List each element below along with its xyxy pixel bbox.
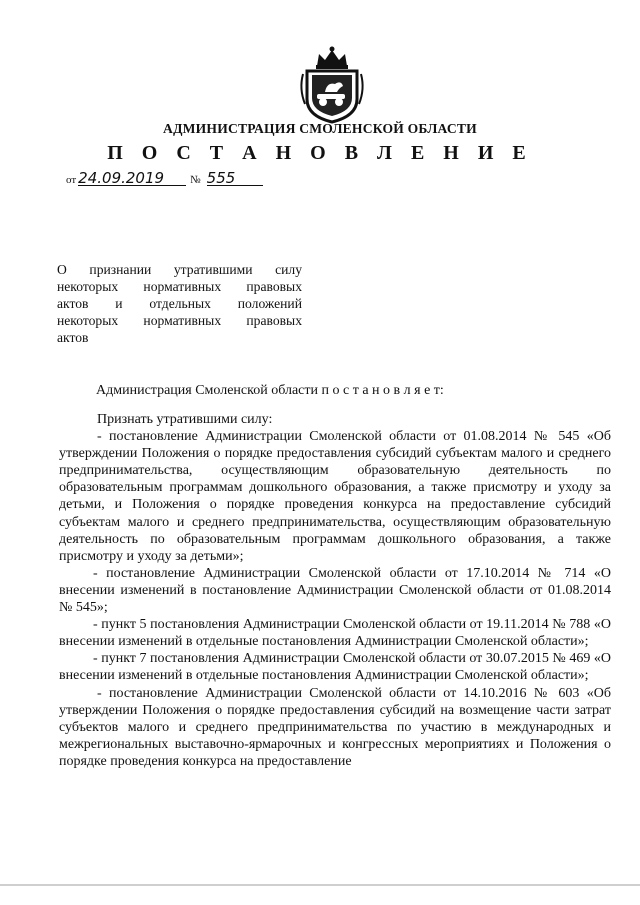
- subject-line: некоторых нормативных правовых: [57, 279, 302, 294]
- date-number-line: [66, 171, 263, 186]
- smolensk-coat-of-arms-emblem: [297, 44, 367, 124]
- repealed-act-item: - пункт 7 постановления Администрации Смоленской области от 30.07.2015 № 469 «О внесении изменений в отдельные постановления Администрации Смоленской области»;: [59, 651, 611, 684]
- organization-name: АДМИНИСТРАЦИЯ СМОЛЕНСКОЙ ОБЛАСТИ: [163, 121, 477, 136]
- number-prefix: №: [190, 174, 201, 186]
- resolution-intro: Администрация Смоленской области п о с т а н о в л я е т:: [96, 383, 444, 398]
- subject-line: О признании утратившими силу: [57, 262, 302, 277]
- subject-line: некоторых нормативных правовых: [57, 313, 302, 328]
- repealed-act-item: - постановление Администрации Смоленской области от 01.08.2014 № 545 «Об утверждении Положения о порядке предоставления субсидий субъектам малого и среднего предпринимательства, осуществляющим образовательную деятельность по образовательным программам дошкольного образования, а также присмотру и уходу за детьми, и Положения о порядке проведения конкурса на предоставление субсидий субъектам малого и среднего предпринимательства, осуществляющим образовательную деятельность по образовательным программам дошкольного образования, а также присмотру и уходу за детьми»;: [59, 429, 611, 564]
- document-subject: [57, 261, 302, 346]
- subject-line: актов: [57, 330, 89, 345]
- decree-title: Признать утратившими силу:: [97, 412, 273, 427]
- repealed-act-item: - пункт 5 постановления Администрации Смоленской области от 19.11.2014 № 788 «О внесении изменений в отдельные постановления Администрации Смоленской области»;: [59, 617, 611, 650]
- document-type-title: П О С Т А Н О В Л Е Н И Е: [107, 142, 533, 164]
- date-prefix: от: [66, 174, 77, 186]
- subject-line: актов и отдельных положений: [57, 296, 302, 311]
- repealed-act-item: - постановление Администрации Смоленской области от 14.10.2016 № 603 «Об утверждении Положения о порядке предоставления субсидий на возмещение части затрат субъектов малого и среднего предпринимательства по участию в международных и межрегиональных выставочно-ярмарочных и конгрессных мероприятиях и Положения о порядке проведения конкурса на предоставление: [59, 685, 611, 769]
- repealed-act-item: - постановление Администрации Смоленской области от 17.10.2014 № 714 «О внесении изменений в постановление Администрации Смоленской области от 01.08.2014 № 545»;: [59, 565, 611, 616]
- handwritten-number: 555: [207, 171, 263, 186]
- scan-edge-line: [0, 884, 640, 886]
- handwritten-date: 24.09.2019: [78, 171, 186, 186]
- resolution-body: [59, 411, 611, 770]
